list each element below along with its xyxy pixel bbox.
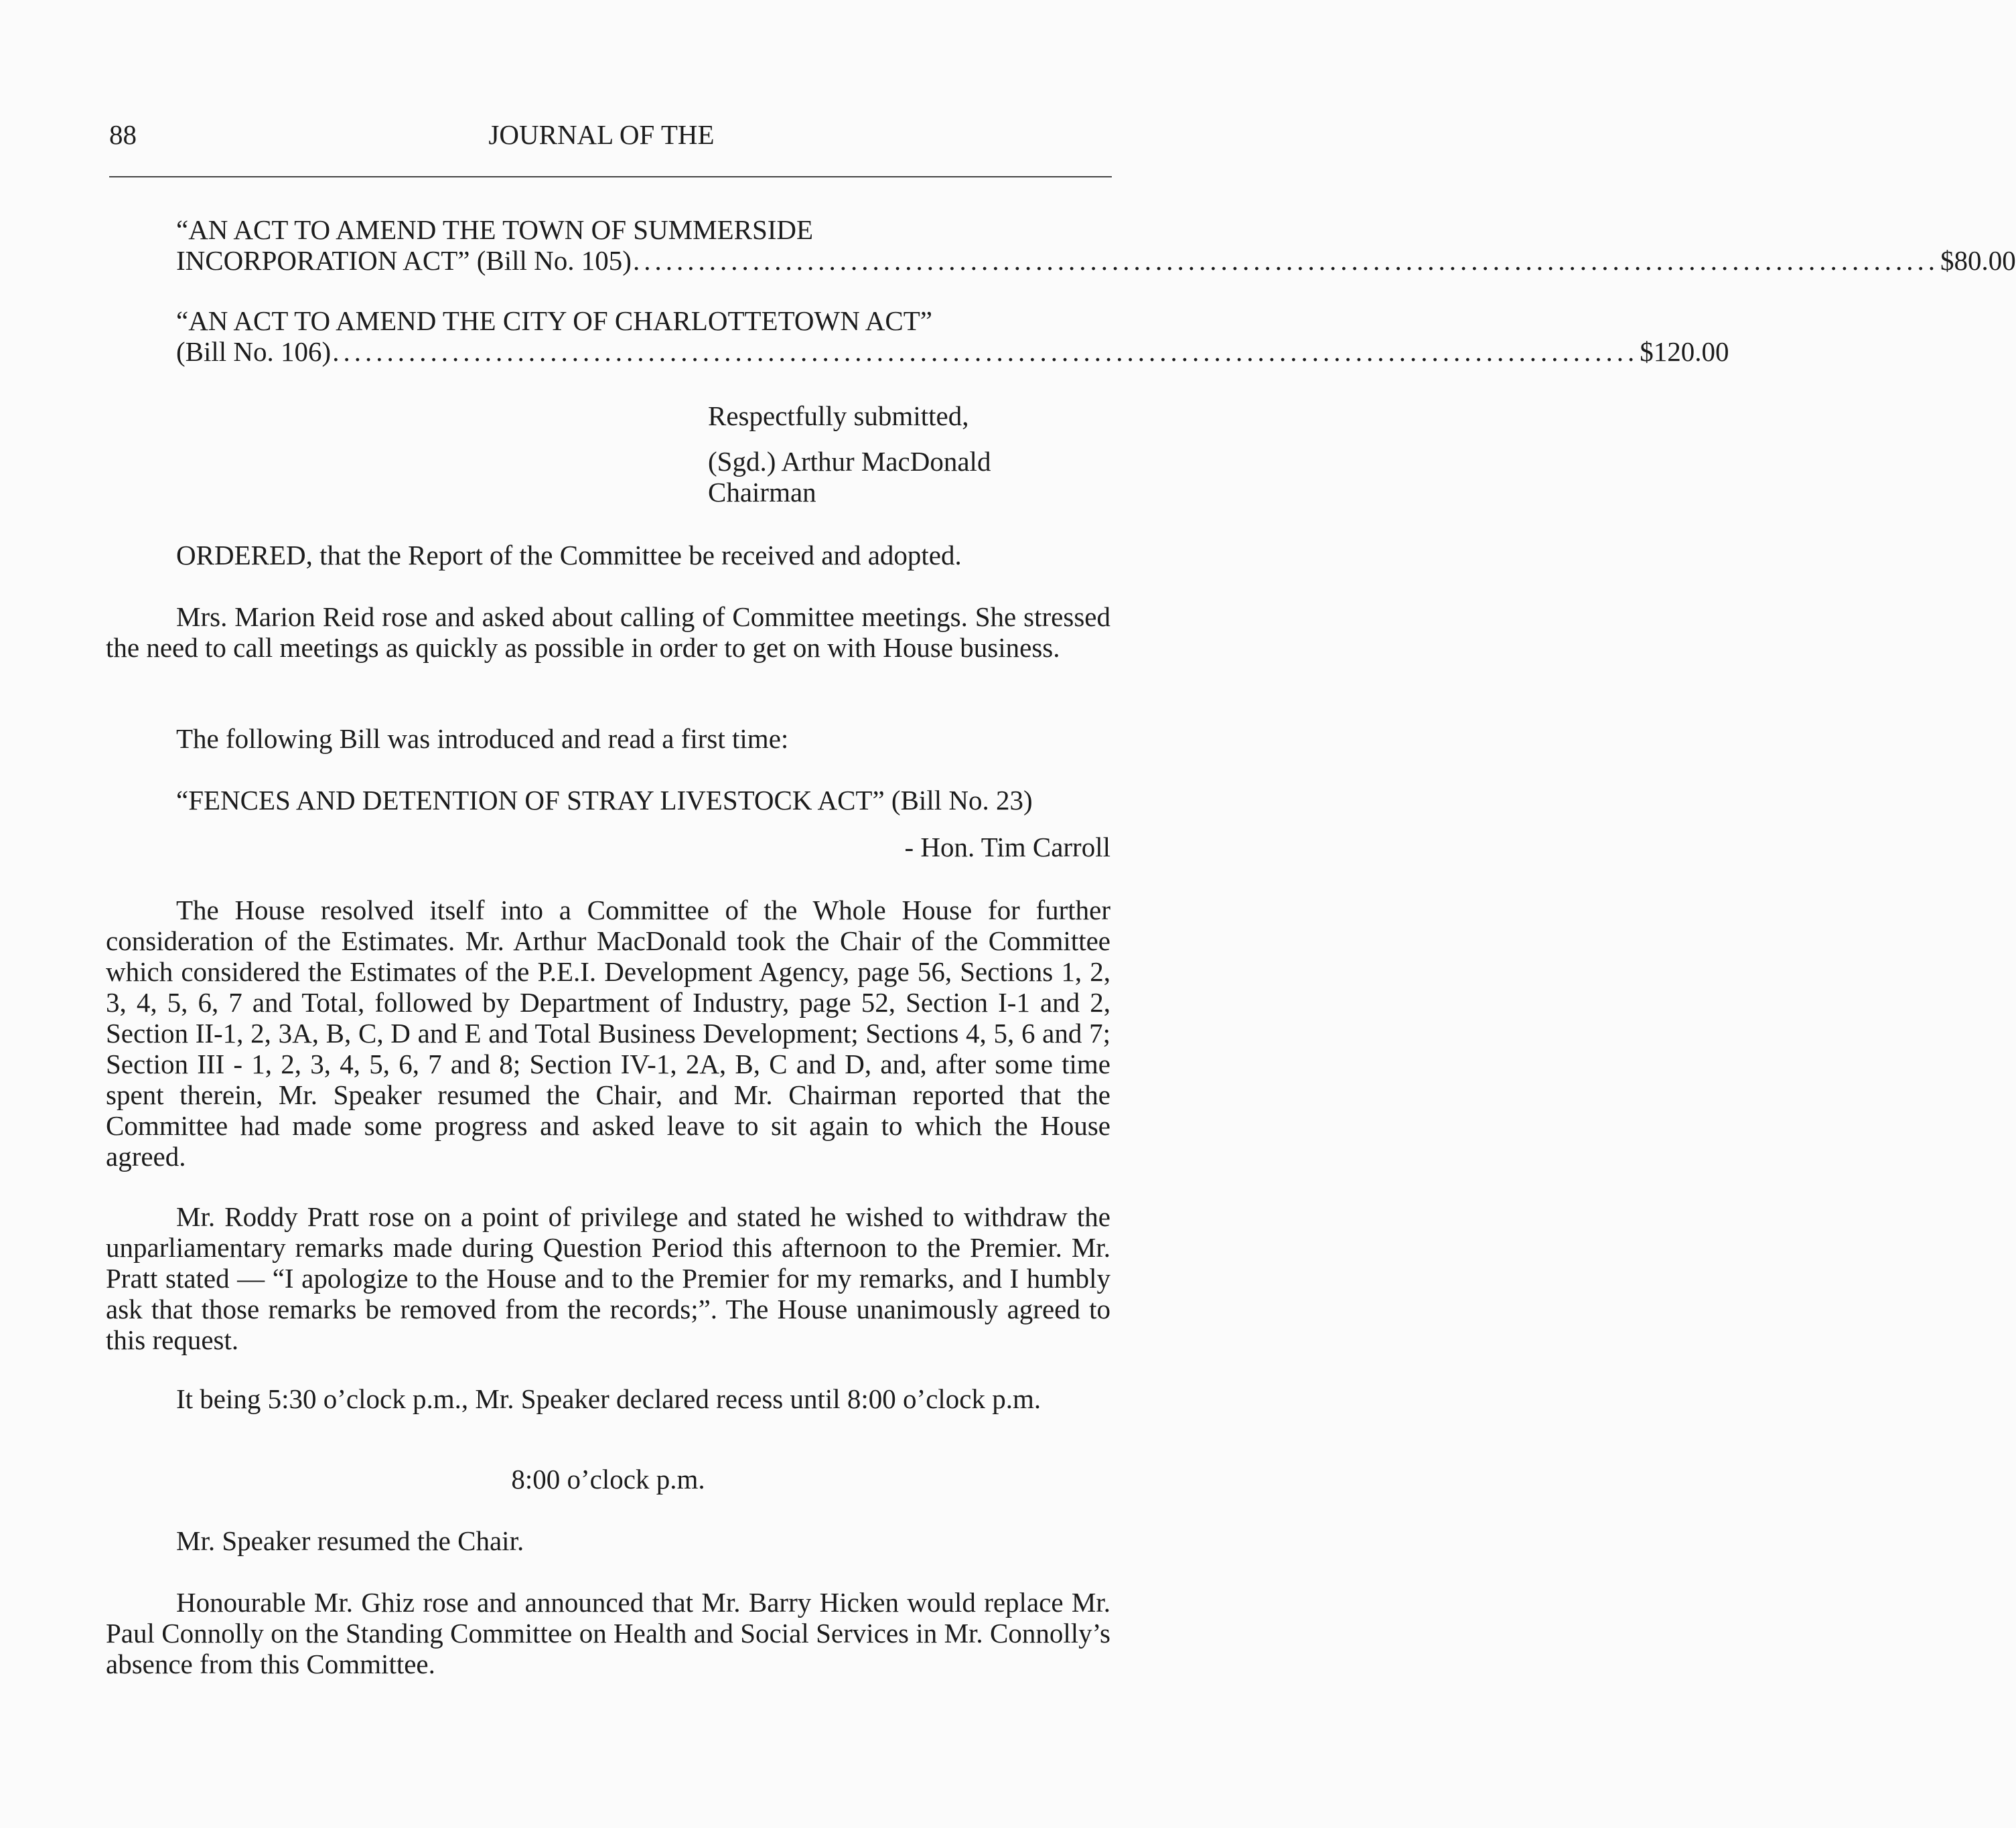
bill-23-title: “FENCES AND DETENTION OF STRAY LIVESTOCK ACT” (Bill No. 23) bbox=[176, 785, 1033, 816]
bill-intro: The following Bill was introduced and read a first time: bbox=[176, 723, 789, 754]
ghiz-paragraph bbox=[106, 1587, 1110, 1679]
bill-entry-line: “AN ACT TO AMEND THE CITY OF CHARLOTTETOWN ACT” bbox=[176, 305, 933, 336]
paragraph-text: Honourable Mr. Ghiz rose and announced that Mr. Barry Hicken would replace Mr. Paul Connolly on the Standing Committee on Health and Social Services in Mr. Connolly’s absence from this Committee. bbox=[106, 1587, 1110, 1679]
ordered-line: ORDERED, that the Report of the Committee be received and adopted. bbox=[176, 540, 962, 570]
bill-entry-leader-line bbox=[176, 336, 1729, 367]
paragraph-text: The House resolved itself into a Committee of the Whole House for further consideration of the Estimates. Mr. Arthur MacDonald took the Chair of the Committee which considered the Estimates of the P.E.I. Development Agency, page 56, Sections 1, 2, 3, 4, 5, 6, 7 and Total, followed by Department of Industry, page 52, Section I-1 and 2, Section II-1, 2, 3A, B, C, D and E and Total Business Development; Sections 4, 5, 6 and 7; Section III - 1, 2, 3, 4, 5, 6, 7 and 8; Section IV-1, 2A, B, C and D, and, after some time spent therein, Mr. Speaker resumed the Chair, and Mr. Chairman reported that the Committee had made some progress and asked leave to sit again to which the House agreed. bbox=[106, 895, 1110, 1172]
bill-entry-106 bbox=[176, 305, 1729, 367]
dot-leader: ........................................................................................................................ bbox=[332, 336, 1639, 367]
recess-line: It being 5:30 o’clock p.m., Mr. Speaker declared recess until 8:00 o’clock p.m. bbox=[176, 1383, 1041, 1414]
signatory-title: Chairman bbox=[708, 477, 816, 508]
bill-entry-line: (Bill No. 106) bbox=[176, 336, 332, 367]
signature-block bbox=[708, 400, 1083, 508]
header-rule bbox=[109, 176, 1112, 177]
page-header bbox=[109, 119, 1114, 157]
dot-leader: ........................................................................................................................ bbox=[632, 245, 1939, 276]
bill-entry-105 bbox=[176, 214, 2016, 276]
bill-entry-line: “AN ACT TO AMEND THE TOWN OF SUMMERSIDE bbox=[176, 214, 814, 245]
page-number: 88 bbox=[109, 119, 137, 150]
bill-entry-leader-line bbox=[176, 245, 2016, 276]
bill-entry-line: INCORPORATION ACT” (Bill No. 105) bbox=[176, 245, 632, 276]
committee-paragraph bbox=[106, 895, 1110, 1172]
bill-fee: $80.00 bbox=[1940, 245, 2016, 276]
pratt-paragraph bbox=[106, 1201, 1110, 1355]
bill-fee: $120.00 bbox=[1640, 336, 1729, 367]
signatory-name: (Sgd.) Arthur MacDonald bbox=[708, 446, 991, 477]
running-title: JOURNAL OF THE bbox=[488, 119, 715, 150]
resumed-line: Mr. Speaker resumed the Chair. bbox=[176, 1525, 524, 1556]
paragraph-text: Mr. Roddy Pratt rose on a point of privilege and stated he wished to withdraw the unparliamentary remarks made during Question Period this afternoon to the Premier. Mr. Pratt stated — “I apologize to the House and to the Premier for my remarks, and I humbly ask that those remarks be removed from the records;”. The House unanimously agreed to this request. bbox=[106, 1201, 1110, 1355]
closing: Respectfully submitted, bbox=[708, 400, 969, 431]
paragraph-text: Mrs. Marion Reid rose and asked about calling of Committee meetings. She stressed the need to call meetings as quickly as possible in order to get on with House business. bbox=[106, 601, 1110, 663]
reid-paragraph bbox=[106, 601, 1110, 663]
bill-23-sponsor: - Hon. Tim Carroll bbox=[904, 832, 1110, 862]
time-heading: 8:00 o’clock p.m. bbox=[511, 1464, 705, 1495]
